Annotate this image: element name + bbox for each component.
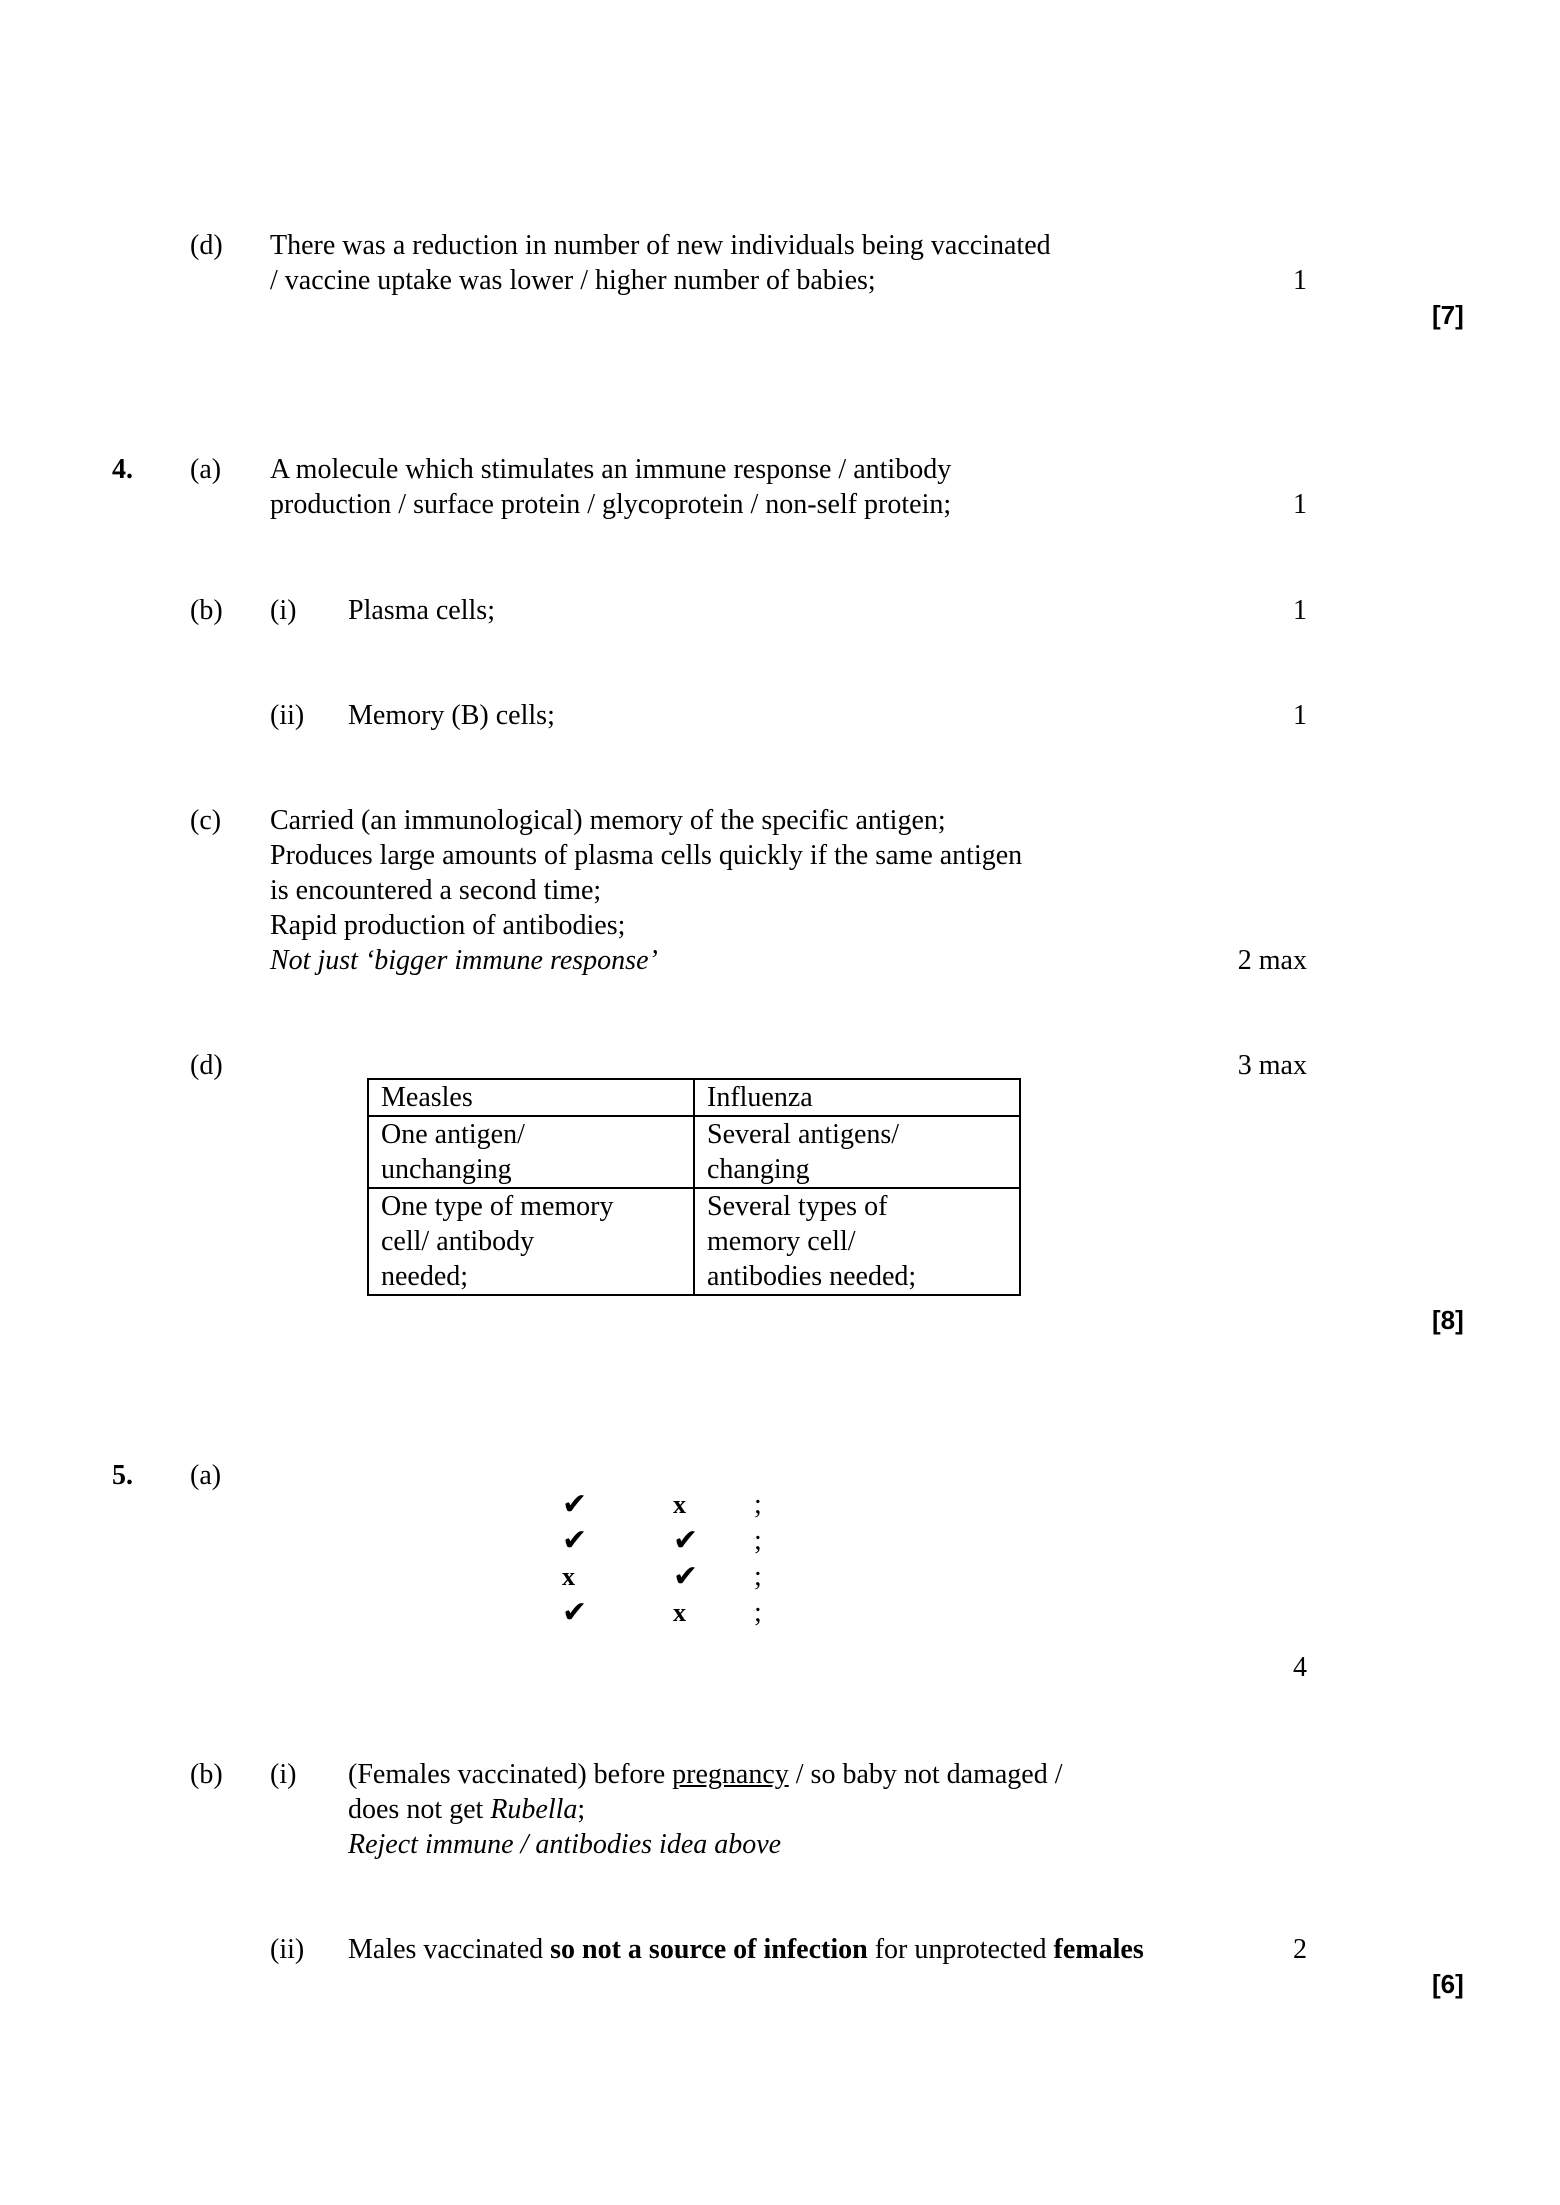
answer-symbol: ✔ — [562, 1488, 588, 1521]
q4d-mark: 3 max — [1237, 1050, 1307, 1081]
answer-symbol: x — [562, 1562, 575, 1591]
q4c-line1: Carried (an immunological) memory of the specific antigen; — [270, 805, 946, 836]
cell-line: antibodies needed; — [707, 1261, 917, 1292]
q4c-label: (c) — [190, 805, 222, 836]
q5bi-line1 — [348, 1757, 1063, 1792]
q5-total: [6] — [1432, 1969, 1464, 1999]
q4-total: [8] — [1432, 1305, 1464, 1335]
q4a-line1: A molecule which stimulates an immune response / antibody — [270, 454, 952, 485]
q5bii-pre: Males vaccinated — [348, 1934, 551, 1965]
q3-total: [7] — [1432, 300, 1464, 330]
answer-separator: ; — [754, 1561, 762, 1592]
cell-line: Several types of — [707, 1191, 888, 1222]
cell-line: changing — [707, 1154, 810, 1185]
table-header-row — [368, 1079, 1020, 1116]
q3d-line2: / vaccine uptake was lower / higher number of babies; — [270, 265, 876, 296]
answer-symbol: ✔ — [673, 1560, 699, 1593]
q3d-label: (d) — [190, 230, 223, 261]
answer-separator: ; — [754, 1525, 762, 1556]
q5a-label: (a) — [190, 1460, 222, 1491]
q4bi-text: Plasma cells; — [348, 595, 495, 626]
answer-separator: ; — [754, 1597, 762, 1628]
table-row — [368, 1188, 1020, 1295]
q4c-line2: Produces large amounts of plasma cells quickly if the same antigen — [270, 840, 1023, 871]
q4bii-label: (ii) — [270, 700, 305, 731]
q4b-label: (b) — [190, 595, 223, 626]
q5bii-label: (ii) — [270, 1934, 305, 1965]
q4c-line4: Rapid production of antibodies; — [270, 910, 626, 941]
answer-separator: ; — [754, 1489, 762, 1520]
q4bi-mark: 1 — [1293, 595, 1307, 626]
q4c-note: Not just ‘bigger immune response’ — [270, 945, 658, 976]
q5bi-line2-pre: does not get — [348, 1794, 491, 1825]
q5a-mark: 4 — [1293, 1652, 1307, 1683]
q5bii-bold1: so not a source of infection — [550, 1934, 868, 1965]
cell-line: One type of memory — [381, 1191, 614, 1222]
cell-line: unchanging — [381, 1154, 512, 1185]
answer-symbol: ✔ — [562, 1596, 588, 1629]
q5bi-line2 — [348, 1792, 585, 1827]
q5bi-line1-post: / so baby not damaged / — [788, 1759, 1063, 1790]
q5bi-label: (i) — [270, 1759, 297, 1790]
q4a-mark: 1 — [1293, 489, 1307, 520]
q4bii-mark: 1 — [1293, 700, 1307, 731]
q5bii-text — [348, 1932, 1144, 1967]
table-header-measles: Measles — [368, 1079, 694, 1116]
cell-line: cell/ antibody — [381, 1226, 535, 1257]
q5bi-rubella: Rubella — [490, 1794, 578, 1825]
q3d-line1: There was a reduction in number of new individuals being vaccinated — [270, 230, 1051, 261]
table-header-influenza: Influenza — [694, 1079, 1020, 1116]
q5bi-note: Reject immune / antibodies idea above — [348, 1829, 782, 1860]
table-cell — [694, 1116, 1020, 1188]
table-cell — [694, 1188, 1020, 1295]
cell-line: Several antigens/ — [707, 1119, 900, 1150]
q4bii-text: Memory (B) cells; — [348, 700, 555, 731]
q5bi-line2-post: ; — [577, 1794, 586, 1825]
q3d-mark: 1 — [1293, 265, 1307, 296]
q5bi-pregnancy: pregnancy — [672, 1759, 789, 1790]
q4c-line3: is encountered a second time; — [270, 875, 602, 906]
table-cell — [368, 1116, 694, 1188]
answer-symbol: ✔ — [673, 1524, 699, 1557]
measles-influenza-table — [367, 1078, 1021, 1296]
cell-line: memory cell/ — [707, 1226, 856, 1257]
q4bi-label: (i) — [270, 595, 297, 626]
answer-symbol: x — [673, 1598, 686, 1627]
q4a-line2: production / surface protein / glycoprotein / non-self protein; — [270, 489, 952, 520]
q5bii-mid: for unprotected — [867, 1934, 1054, 1965]
q4c-mark: 2 max — [1237, 945, 1307, 976]
cell-line: One antigen/ — [381, 1119, 525, 1150]
q5bii-bold2: females — [1053, 1934, 1144, 1965]
q5bi-line1-pre: (Females vaccinated) before — [348, 1759, 673, 1790]
q5-number: 5. — [112, 1460, 133, 1491]
answer-symbol: x — [673, 1490, 686, 1519]
table-row — [368, 1116, 1020, 1188]
cell-line: needed; — [381, 1261, 469, 1292]
q4a-label: (a) — [190, 454, 222, 485]
q4d-label: (d) — [190, 1050, 223, 1081]
q4-number: 4. — [112, 454, 133, 485]
answer-symbol: ✔ — [562, 1524, 588, 1557]
q5bii-mark: 2 — [1293, 1934, 1307, 1965]
table-cell — [368, 1188, 694, 1295]
q5b-label: (b) — [190, 1759, 223, 1790]
